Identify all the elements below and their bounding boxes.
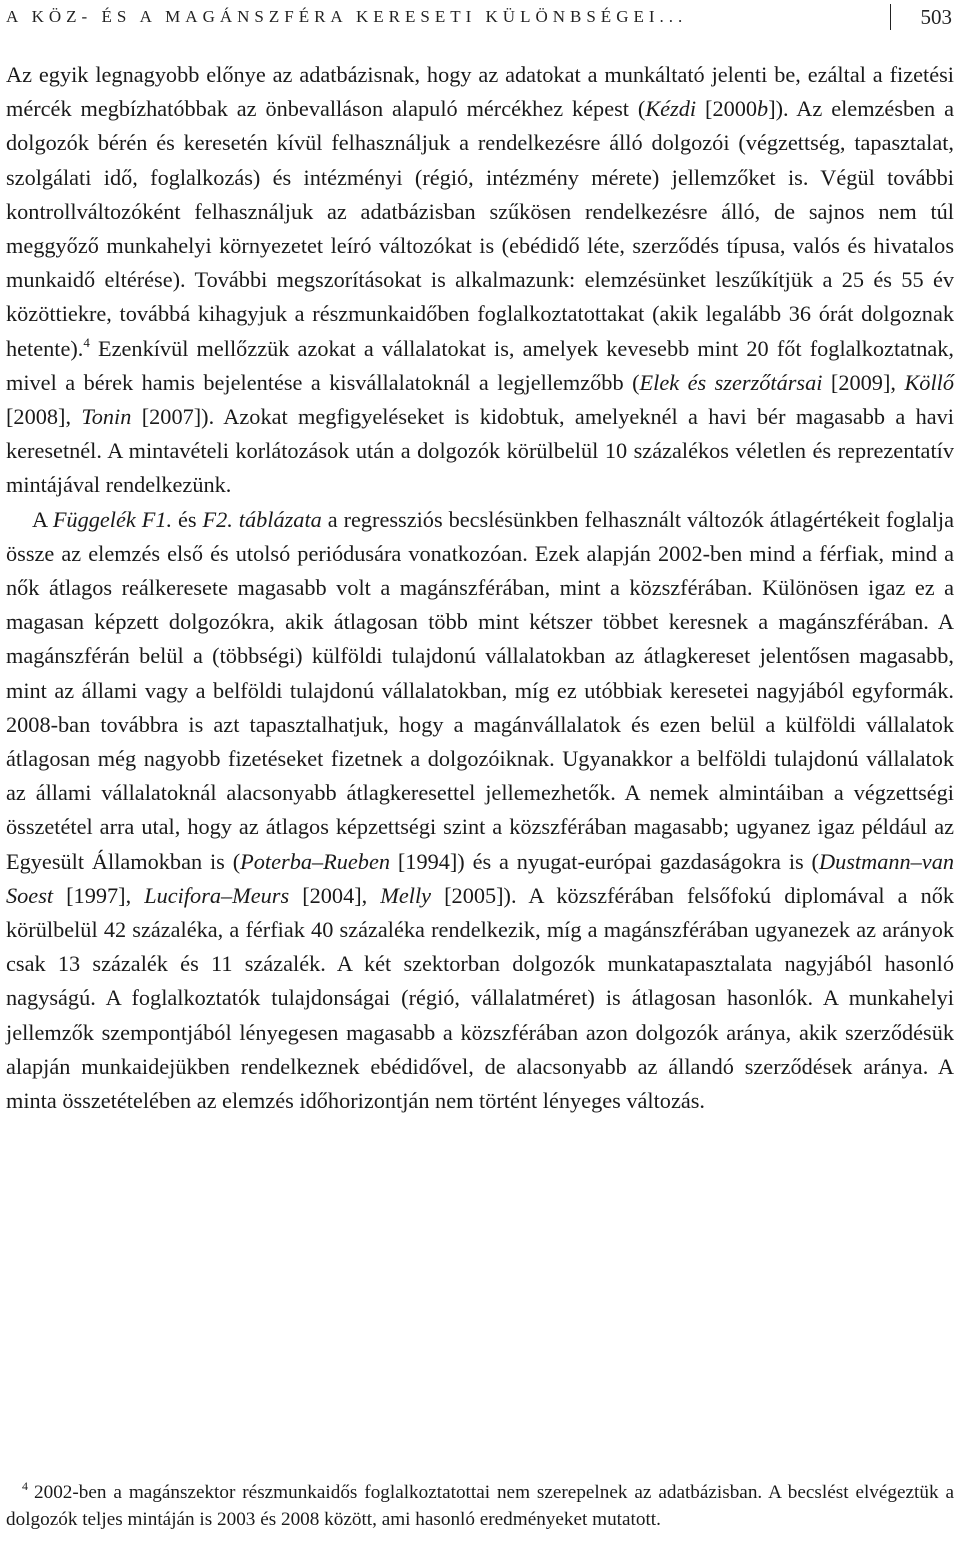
page-number: 503: [920, 4, 952, 29]
running-head: [6, 4, 952, 30]
citation-author: Poterba–Rueben: [240, 848, 390, 874]
footnote-mark: 4: [22, 1478, 28, 1493]
paragraph-1: [6, 58, 954, 503]
citation-author: Elek és szerzőtársai: [639, 369, 823, 395]
header-divider: [890, 4, 891, 30]
table-reference: F2. táblázata: [202, 506, 322, 532]
citation-author: Melly: [380, 882, 432, 908]
paragraph-1-text-e: [2009],: [822, 369, 905, 395]
paragraph-1-text-d: Ezenkívül mellőzzük azokat a vállalatokat is, amelyek kevesebb mint 20 főt foglalkoztatnak, mivel a bérek hamis bejelentése a kisvállalatoknál a legjellemzőbb (: [6, 335, 954, 395]
paragraph-1-text-b: [2000: [696, 96, 758, 122]
footnote-text: 2002-ben a magánszektor részmunkaidős foglalkoztatottai nem szerepelnek az adatbázisban. A becslést elvégeztük a dolgozók teljes mintáján is 2003 és 2008 között, ami hasonló eredményeket mutatott.: [6, 1482, 954, 1530]
paragraph-2-text-f: [2004],: [289, 882, 381, 908]
citation-author: Köllő: [904, 369, 954, 395]
paragraph-2-text-a: A: [32, 506, 53, 532]
paragraph-1-text-g: [2007]). Azokat megfigyeléseket is kidobtuk, amelyeknél a havi bér magasabb a havi keresetnél. A mintavételi korlátozások után a dolgozók körülbelül 10 százalékos véletlen és reprezentatív mintájával rendelkezünk.: [6, 404, 955, 498]
paragraph-2-text-d: [1994]) és a nyugat-európai gazdaságokra is (: [390, 848, 819, 874]
running-title: A KÖZ- ÉS A MAGÁNSZFÉRA KERESETI KÜLÖNBSÉGEI...: [6, 7, 688, 26]
footnote-paragraph: [6, 1479, 954, 1533]
paragraph-2-text-g: [2005]). A közszférában felsőfokú diplomával a nők körülbelül 42 százaléka, a férfiak 40 százaléka rendelkezik, míg a magánszférában ugyanezek az arányok csak 13 százalék és 11 százalék. A két szektorban dolgozók munkatapasztalata nagyjából hasonló nagyságú. A foglalkoztatók tulajdonságai (régió, vállalatméret) is átlagosan hasonlók. A munkahelyi jellemzők szempontjából lényegesen magasabb a közszférában azon dolgozók aránya, akik szerződésük alapján munkaidejükben rendelkeznek ebédidővel, de alacsonyabb az állandó szerződések aránya. A minta összetételében az elemzés időhorizontján nem történt lényeges változás.: [6, 882, 955, 1114]
paragraph-1-text-f: [2008],: [6, 404, 82, 430]
paragraph-2: [6, 503, 954, 1119]
paragraph-1-text-c: ]). Az elemzésben a dolgozók bérén és keresetén kívül felhasználjuk a rendelkezésre álló dolgozói (végzettség, tapasztalat, szolgálati idő, foglalkozás) és intézményi (régió, intézmény mérete) jellemzőket is. Végül további kontrollváltozóként felhasználjuk az adatbázisban szűkösen rendelkezésre álló, de sajnos nem túl meggyőző munkahelyi környezetet leíró változókat is (ebédidő léte, szerződés típusa, valós és hivatalos munkaidő eltérése). További megszorításokat is alkalmazunk: elemzésünket leszűkítjük a 25 és 55 év közöttiekre, továbbá kihagyjuk a részmunkaidőben foglalkoztatottakat (akik legalább 36 órát dolgoznak hetente).: [6, 96, 955, 361]
citation-author: Tonin: [81, 404, 132, 430]
footnote: [6, 1479, 954, 1533]
citation-letter: b: [757, 96, 769, 122]
citation-author: Dustmann–van Soest: [6, 848, 954, 908]
citation-author: Kézdi: [645, 96, 697, 122]
appendix-reference: Függelék F1.: [52, 506, 173, 532]
body-text: [6, 58, 954, 1118]
footnote-reference[interactable]: 4: [83, 334, 90, 350]
citation-author: Lucifora–Meurs: [144, 882, 290, 908]
page-number-block: [890, 4, 953, 30]
paragraph-2-text-c: a regressziós becslésünkben felhasznált változók átlagértékeit foglalja össze az elemzés első és utolsó periódusára vonatkozóan. Ezek alapján 2002-ben mind a férfiak, mind a nők átlagos reálkeresete magasabb volt a magánszférában, mint a közszférában. Különösen igaz ez a magasan képzett dolgozókra, akik átlagosan több mint kétszer többet keresnek a magánszférában. A magánszférán belül a (többségi) külföldi tulajdonú vállalatokban az átlagkereset jelentősen magasabb, mint az állami vagy a belföldi tulajdonú vállalatokban, míg ez utóbbiak keresetei nagyjából egyformák. 2008-ban továbbra is azt tapasztalhatjuk, hogy a magánvállalatok és ezen belül a külföldi vállalatok átlagosan még nagyobb fizetéseket fizetnek a dolgozóiknak. Ugyanakkor a belföldi tulajdonú vállalatok az állami vállalatoknál alacsonyabb átlagkeresettel jellemezhetők. A nemek almintáiban a végzettségi összetétel arra utal, hogy az átlagos képzettségi szint a közszférában magasabb; ugyanez igaz például az Egyesült Államokban is (: [6, 506, 954, 874]
paragraph-1-text-a: Az egyik legnagyobb előnye az adatbázisnak, hogy az adatokat a munkáltató jelenti be, ezáltal a fizetési mércék megbízhatóbbak az önbevalláson alapuló mércékhez képest (: [6, 62, 954, 122]
paragraph-2-text-b: és: [172, 506, 203, 532]
paragraph-2-text-e: [1997],: [53, 882, 145, 908]
